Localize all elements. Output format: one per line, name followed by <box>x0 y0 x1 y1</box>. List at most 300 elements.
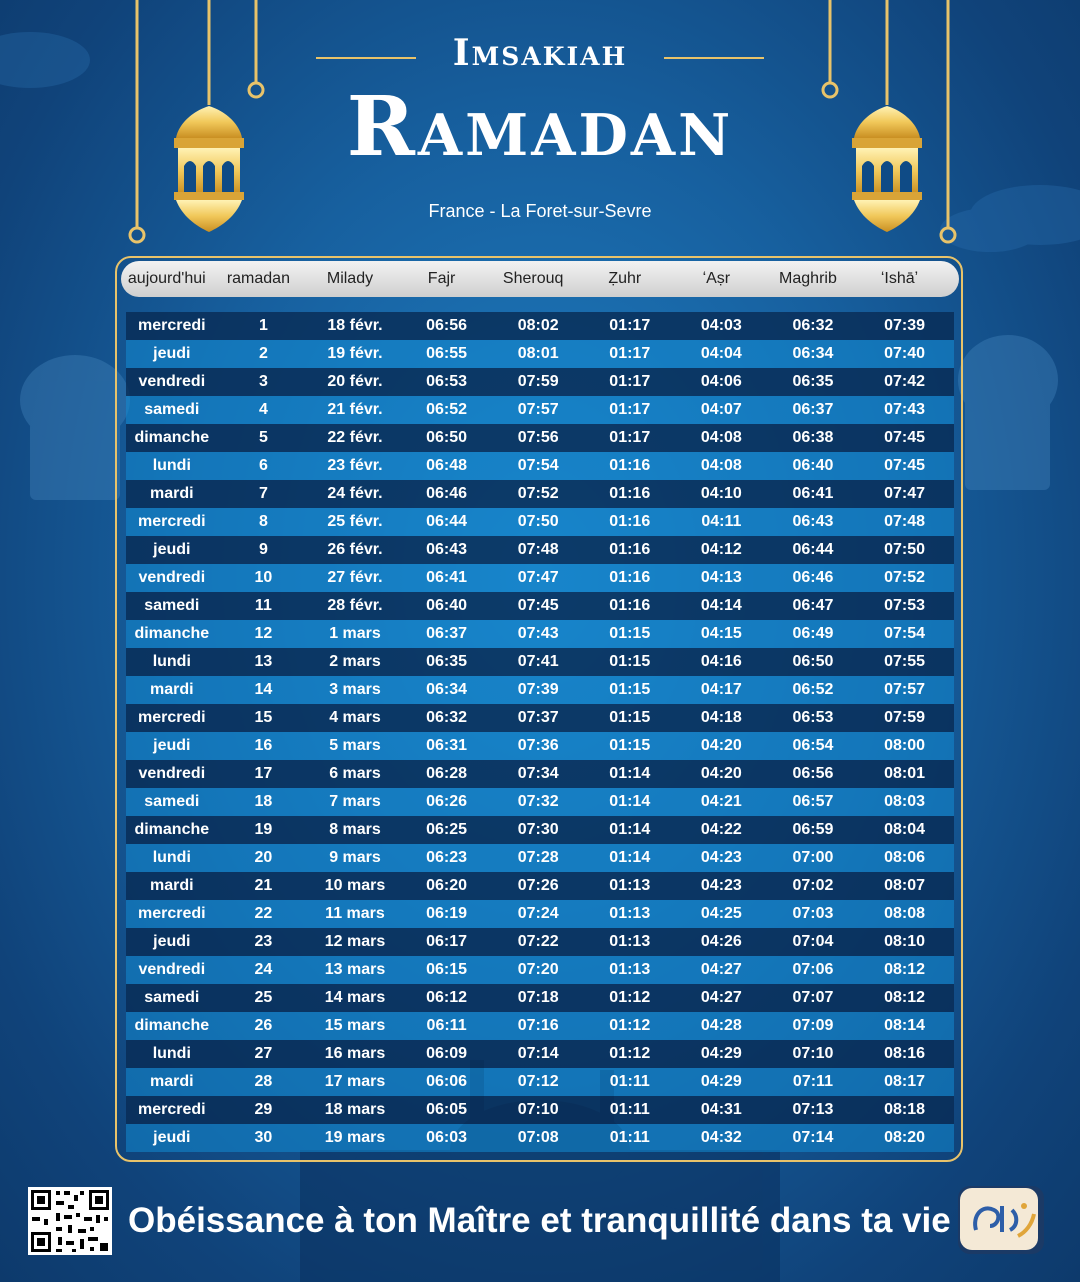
footer-slogan: Obéissance à ton Maître et tranquillité dans ta vie <box>128 1201 951 1240</box>
table-cell: 5 <box>258 429 268 446</box>
column-header: Maghrib <box>779 270 837 287</box>
page-title: Ramadan <box>346 79 734 175</box>
table-cell: 01:11 <box>609 1129 650 1146</box>
app-logo-icon[interactable] <box>958 1186 1044 1254</box>
table-cell: 04:04 <box>700 345 742 362</box>
table-cell: 07:45 <box>884 429 925 446</box>
table-cell: 07:50 <box>517 513 559 530</box>
table-cell: 20 févr. <box>327 373 383 390</box>
table-row <box>126 760 954 788</box>
table-cell: 04:20 <box>700 737 742 754</box>
table-cell: 04:29 <box>700 1045 742 1062</box>
table-cell: 06:50 <box>792 653 834 670</box>
table-cell: 08:12 <box>884 961 925 978</box>
table-cell: 04:11 <box>701 513 742 530</box>
table-cell: lundi <box>152 653 191 670</box>
timetable-header <box>121 261 959 297</box>
table-cell: 07:09 <box>792 1017 834 1034</box>
table-cell: 2 <box>258 345 268 362</box>
table-cell: 06:56 <box>426 317 468 334</box>
table-cell: 12 mars <box>324 933 386 950</box>
table-cell: 23 févr. <box>327 457 383 474</box>
table-cell: 06:03 <box>426 1129 468 1146</box>
table-cell: 07:07 <box>792 989 834 1006</box>
table-cell: samedi <box>144 989 200 1006</box>
table-cell: 01:12 <box>609 1017 651 1034</box>
table-cell: 06:05 <box>426 1101 468 1118</box>
table-cell: lundi <box>152 457 191 474</box>
table-cell: 1 mars <box>329 625 381 642</box>
table-row <box>126 368 954 396</box>
table-cell: 9 mars <box>329 849 381 866</box>
table-row <box>126 480 954 508</box>
table-cell: 04:14 <box>700 597 742 614</box>
table-cell: samedi <box>144 401 200 418</box>
table-cell: 07:13 <box>792 1101 834 1118</box>
table-cell: mardi <box>150 485 194 502</box>
column-header: Fajr <box>427 270 456 287</box>
table-cell: 11 mars <box>325 905 385 922</box>
table-cell: 07:12 <box>517 1073 559 1090</box>
table-cell: 06:49 <box>792 625 834 642</box>
table-cell: 07:11 <box>792 1073 833 1090</box>
table-cell: 24 <box>254 961 273 978</box>
table-cell: 22 févr. <box>327 429 383 446</box>
table-cell: 01:13 <box>609 877 651 894</box>
table-cell: 07:30 <box>517 821 559 838</box>
table-cell: dimanche <box>134 1017 210 1034</box>
table-cell: 08:03 <box>884 793 925 810</box>
table-cell: 27 févr. <box>327 569 383 586</box>
table-cell: 04:28 <box>700 1017 742 1034</box>
table-cell: 04:16 <box>700 653 742 670</box>
table-row <box>126 564 954 592</box>
table-cell: jeudi <box>153 933 191 950</box>
table-cell: 21 févr. <box>327 401 383 418</box>
table-cell: 07:56 <box>517 429 559 446</box>
table-cell: 19 févr. <box>327 345 383 362</box>
table-cell: 28 févr. <box>327 597 383 614</box>
table-cell: 16 mars <box>324 1045 386 1062</box>
table-cell: 07:57 <box>517 401 559 418</box>
table-cell: 14 mars <box>324 989 386 1006</box>
column-header: Sherouq <box>502 270 564 287</box>
table-row <box>126 452 954 480</box>
table-cell: 28 <box>254 1073 273 1090</box>
table-cell: 18 févr. <box>327 317 383 334</box>
table-cell: 01:14 <box>609 765 651 782</box>
table-cell: 04:08 <box>700 457 742 474</box>
table-cell: 07:45 <box>884 457 925 474</box>
table-cell: 04:13 <box>700 569 742 586</box>
table-cell: 06:23 <box>426 849 468 866</box>
table-cell: mercredi <box>138 905 206 922</box>
table-cell: 08:14 <box>884 1017 925 1034</box>
table-cell: 08:17 <box>884 1073 925 1090</box>
table-row <box>126 312 954 340</box>
table-row <box>126 844 954 872</box>
table-cell: 15 <box>254 709 273 726</box>
table-cell: 08:04 <box>884 821 925 838</box>
table-cell: 07:52 <box>884 569 925 586</box>
table-cell: 20 <box>254 849 273 866</box>
table-cell: 23 <box>254 933 273 950</box>
table-cell: 07:47 <box>884 485 925 502</box>
table-cell: 07:18 <box>517 989 559 1006</box>
table-cell: 06:17 <box>426 933 468 950</box>
table-cell: 07:45 <box>517 597 559 614</box>
table-cell: 16 <box>254 737 273 754</box>
table-cell: 04:21 <box>700 793 742 810</box>
table-cell: 19 <box>254 821 273 838</box>
table-cell: 04:29 <box>700 1073 742 1090</box>
table-row <box>126 1096 954 1124</box>
table-cell: 01:16 <box>609 597 651 614</box>
table-cell: 06:12 <box>426 989 468 1006</box>
table-cell: 07:54 <box>884 625 925 642</box>
table-row <box>126 620 954 648</box>
table-cell: 01:13 <box>609 933 651 950</box>
table-cell: 2 mars <box>329 653 381 670</box>
table-cell: 07:42 <box>884 373 925 390</box>
table-cell: 01:14 <box>609 793 651 810</box>
table-cell: 01:17 <box>609 317 651 334</box>
table-row <box>126 1040 954 1068</box>
table-cell: 06:34 <box>426 681 468 698</box>
table-cell: 26 févr. <box>327 541 383 558</box>
table-cell: 06:35 <box>792 373 834 390</box>
table-cell: 4 mars <box>329 709 381 726</box>
table-row <box>126 928 954 956</box>
table-cell: 30 <box>254 1129 273 1146</box>
table-cell: 07:32 <box>517 793 559 810</box>
table-cell: 08:07 <box>884 877 925 894</box>
table-cell: 06:38 <box>792 429 834 446</box>
table-cell: 06:50 <box>426 429 468 446</box>
table-cell: 07:57 <box>884 681 925 698</box>
table-cell: 01:14 <box>609 849 651 866</box>
table-cell: 06:40 <box>792 457 834 474</box>
table-cell: 08:00 <box>884 737 925 754</box>
table-cell: mercredi <box>138 513 206 530</box>
table-cell: jeudi <box>153 1129 191 1146</box>
table-cell: 01:17 <box>609 373 651 390</box>
table-cell: jeudi <box>153 737 191 754</box>
table-cell: 08:18 <box>884 1101 925 1118</box>
table-cell: 04:27 <box>700 961 742 978</box>
table-cell: 04:18 <box>700 709 742 726</box>
table-cell: 07:28 <box>517 849 559 866</box>
table-cell: 1 <box>258 317 268 334</box>
table-row <box>126 648 954 676</box>
table-cell: 06:43 <box>426 541 468 558</box>
table-cell: 06:37 <box>426 625 468 642</box>
table-cell: samedi <box>144 597 200 614</box>
table-cell: 01:17 <box>609 429 651 446</box>
table-cell: 04:15 <box>700 625 742 642</box>
table-cell: 08:20 <box>884 1129 925 1146</box>
table-cell: 06:26 <box>426 793 468 810</box>
table-cell: 01:11 <box>609 1101 650 1118</box>
table-cell: 06:48 <box>426 457 468 474</box>
table-cell: 06:53 <box>792 709 834 726</box>
table-row <box>126 424 954 452</box>
table-cell: 06:25 <box>426 821 468 838</box>
table-cell: vendredi <box>138 569 206 586</box>
table-cell: 07:02 <box>792 877 834 894</box>
table-row <box>126 704 954 732</box>
table-cell: lundi <box>152 849 191 866</box>
table-cell: 9 <box>258 541 268 558</box>
table-cell: 07:10 <box>792 1045 834 1062</box>
table-cell: 07:43 <box>517 625 559 642</box>
table-cell: 08:01 <box>884 765 925 782</box>
table-cell: 01:17 <box>609 401 651 418</box>
table-row <box>126 1012 954 1040</box>
column-header: ʻIshāʼ <box>880 270 919 287</box>
table-cell: 22 <box>254 905 273 922</box>
table-cell: 06:34 <box>792 345 834 362</box>
table-cell: 04:32 <box>700 1129 742 1146</box>
table-cell: 07:39 <box>884 317 925 334</box>
table-row <box>126 872 954 900</box>
table-cell: 06:46 <box>792 569 834 586</box>
table-cell: 07:50 <box>884 541 925 558</box>
column-header: ʻAṣr <box>702 270 731 287</box>
table-cell: dimanche <box>134 625 210 642</box>
table-cell: 06:11 <box>426 1017 467 1034</box>
table-cell: 07:22 <box>517 933 559 950</box>
table-cell: 29 <box>254 1101 273 1118</box>
table-cell: 06:59 <box>792 821 834 838</box>
table-cell: 07:24 <box>517 905 559 922</box>
table-cell: 01:11 <box>609 1073 650 1090</box>
table-row <box>126 592 954 620</box>
table-cell: 8 mars <box>329 821 381 838</box>
table-cell: 06:09 <box>426 1045 468 1062</box>
table-cell: 07:10 <box>517 1101 559 1118</box>
table-cell: 7 <box>258 485 268 502</box>
table-cell: 07:48 <box>884 513 925 530</box>
table-cell: 6 mars <box>329 765 381 782</box>
table-cell: mardi <box>150 1073 194 1090</box>
table-row <box>126 340 954 368</box>
table-cell: 04:23 <box>700 877 742 894</box>
table-cell: 06:40 <box>426 597 468 614</box>
table-cell: vendredi <box>138 961 206 978</box>
table-cell: 06:41 <box>792 485 834 502</box>
table-cell: 18 mars <box>324 1101 386 1118</box>
table-cell: 07:48 <box>517 541 559 558</box>
table-cell: 06:56 <box>792 765 834 782</box>
table-cell: 01:15 <box>609 709 651 726</box>
table-cell: dimanche <box>134 429 210 446</box>
table-cell: 04:07 <box>700 401 742 418</box>
table-cell: 06:31 <box>426 737 468 754</box>
table-cell: 01:16 <box>609 457 651 474</box>
table-cell: 21 <box>254 877 273 894</box>
table-cell: jeudi <box>153 345 191 362</box>
table-cell: 07:55 <box>884 653 925 670</box>
table-cell: 01:14 <box>609 821 651 838</box>
table-row <box>126 788 954 816</box>
table-cell: 08:08 <box>884 905 925 922</box>
table-row <box>126 956 954 984</box>
table-cell: 06:20 <box>426 877 468 894</box>
table-cell: 07:16 <box>517 1017 559 1034</box>
table-cell: 08:12 <box>884 989 925 1006</box>
table-cell: 01:15 <box>609 681 651 698</box>
table-cell: 07:52 <box>517 485 559 502</box>
table-cell: vendredi <box>138 373 206 390</box>
table-cell: 06:15 <box>426 961 468 978</box>
table-cell: 06:57 <box>792 793 834 810</box>
table-cell: 06:32 <box>426 709 468 726</box>
table-cell: 4 <box>258 401 268 418</box>
table-cell: 04:12 <box>700 541 742 558</box>
table-cell: 07:54 <box>517 457 559 474</box>
table-cell: 12 <box>254 625 273 642</box>
table-cell: 07:34 <box>517 765 559 782</box>
table-cell: jeudi <box>153 541 191 558</box>
table-cell: 04:31 <box>700 1101 742 1118</box>
table-cell: 26 <box>254 1017 273 1034</box>
table-cell: 13 <box>254 653 273 670</box>
table-cell: 07:53 <box>884 597 925 614</box>
table-cell: 07:26 <box>517 877 559 894</box>
table-cell: 17 <box>254 765 273 782</box>
table-cell: 01:16 <box>609 485 651 502</box>
table-cell: 25 <box>254 989 273 1006</box>
table-cell: 10 mars <box>324 877 386 894</box>
table-cell: mercredi <box>138 1101 206 1118</box>
table-cell: 08:01 <box>517 345 559 362</box>
column-header: ramadan <box>226 270 290 287</box>
table-row <box>126 732 954 760</box>
table-cell: 07:39 <box>517 681 559 698</box>
table-cell: 04:08 <box>700 429 742 446</box>
table-cell: 06:47 <box>792 597 834 614</box>
table-cell: 17 mars <box>324 1073 386 1090</box>
column-header: Ẓuhr <box>608 270 642 287</box>
table-cell: 06:44 <box>426 513 468 530</box>
table-row <box>126 676 954 704</box>
table-cell: 06:37 <box>792 401 834 418</box>
table-cell: 06:35 <box>426 653 468 670</box>
table-cell: 01:12 <box>609 989 651 1006</box>
table-cell: 04:03 <box>700 317 742 334</box>
table-row <box>126 984 954 1012</box>
table-cell: 13 mars <box>324 961 386 978</box>
table-cell: 14 <box>254 681 273 698</box>
table-cell: 01:15 <box>609 625 651 642</box>
table-row <box>126 396 954 424</box>
table-cell: 04:17 <box>700 681 742 698</box>
table-cell: 07:03 <box>792 905 834 922</box>
table-cell: 19 mars <box>324 1129 386 1146</box>
table-row <box>126 900 954 928</box>
table-cell: 5 mars <box>329 737 381 754</box>
table-cell: 06:52 <box>792 681 834 698</box>
table-cell: 01:17 <box>609 345 651 362</box>
table-cell: 01:16 <box>609 569 651 586</box>
table-cell: 06:19 <box>426 905 468 922</box>
table-cell: 07:47 <box>517 569 559 586</box>
subtitle-imsakiah: Imsakiah <box>452 32 628 74</box>
table-row <box>126 1068 954 1096</box>
table-cell: mercredi <box>138 317 206 334</box>
table-cell: 07:00 <box>792 849 834 866</box>
table-row <box>126 816 954 844</box>
table-cell: 07:14 <box>517 1045 559 1062</box>
table-cell: 08:06 <box>884 849 925 866</box>
table-cell: mercredi <box>138 709 206 726</box>
table-cell: 3 <box>258 373 268 390</box>
table-cell: 06:54 <box>792 737 834 754</box>
table-cell: 15 mars <box>324 1017 386 1034</box>
table-cell: 06:46 <box>426 485 468 502</box>
table-cell: 08:02 <box>517 317 559 334</box>
table-cell: 06:52 <box>426 401 468 418</box>
table-cell: 04:27 <box>700 989 742 1006</box>
table-cell: dimanche <box>134 821 210 838</box>
table-cell: 07:04 <box>792 933 834 950</box>
table-cell: 01:12 <box>609 1045 651 1062</box>
table-cell: 04:22 <box>700 821 742 838</box>
table-cell: 07:43 <box>884 401 925 418</box>
table-cell: 07:37 <box>517 709 559 726</box>
qr-code-icon[interactable] <box>28 1187 112 1255</box>
table-cell: 08:16 <box>884 1045 925 1062</box>
table-cell: 01:15 <box>609 653 651 670</box>
table-cell: 07:06 <box>792 961 834 978</box>
table-cell: 06:44 <box>792 541 834 558</box>
table-cell: 25 févr. <box>327 513 383 530</box>
table-cell: 6 <box>258 457 268 474</box>
table-cell: 06:41 <box>426 569 468 586</box>
table-cell: 01:15 <box>609 737 651 754</box>
table-cell: 01:16 <box>609 541 651 558</box>
table-cell: 01:13 <box>609 961 651 978</box>
table-cell: 07:36 <box>517 737 559 754</box>
table-cell: mardi <box>150 877 194 894</box>
table-cell: 07:59 <box>517 373 559 390</box>
timetable-body <box>126 312 954 1152</box>
table-cell: vendredi <box>138 765 206 782</box>
table-cell: 18 <box>254 793 273 810</box>
column-header: Milady <box>326 270 374 287</box>
table-cell: 04:23 <box>700 849 742 866</box>
table-cell: 07:40 <box>884 345 925 362</box>
table-cell: mardi <box>150 681 194 698</box>
table-cell: 8 <box>258 513 268 530</box>
table-cell: 11 <box>254 597 272 614</box>
table-cell: 07:20 <box>517 961 559 978</box>
table-row <box>126 536 954 564</box>
table-cell: 06:55 <box>426 345 468 362</box>
table-cell: 3 mars <box>329 681 381 698</box>
table-cell: 04:20 <box>700 765 742 782</box>
table-cell: 06:32 <box>792 317 834 334</box>
table-row <box>126 1124 954 1152</box>
table-cell: 27 <box>254 1045 273 1062</box>
table-cell: 04:10 <box>700 485 742 502</box>
table-cell: 04:26 <box>700 933 742 950</box>
table-cell: 07:59 <box>884 709 925 726</box>
table-cell: 07:14 <box>792 1129 834 1146</box>
table-cell: 01:13 <box>609 905 651 922</box>
table-cell: 01:16 <box>609 513 651 530</box>
